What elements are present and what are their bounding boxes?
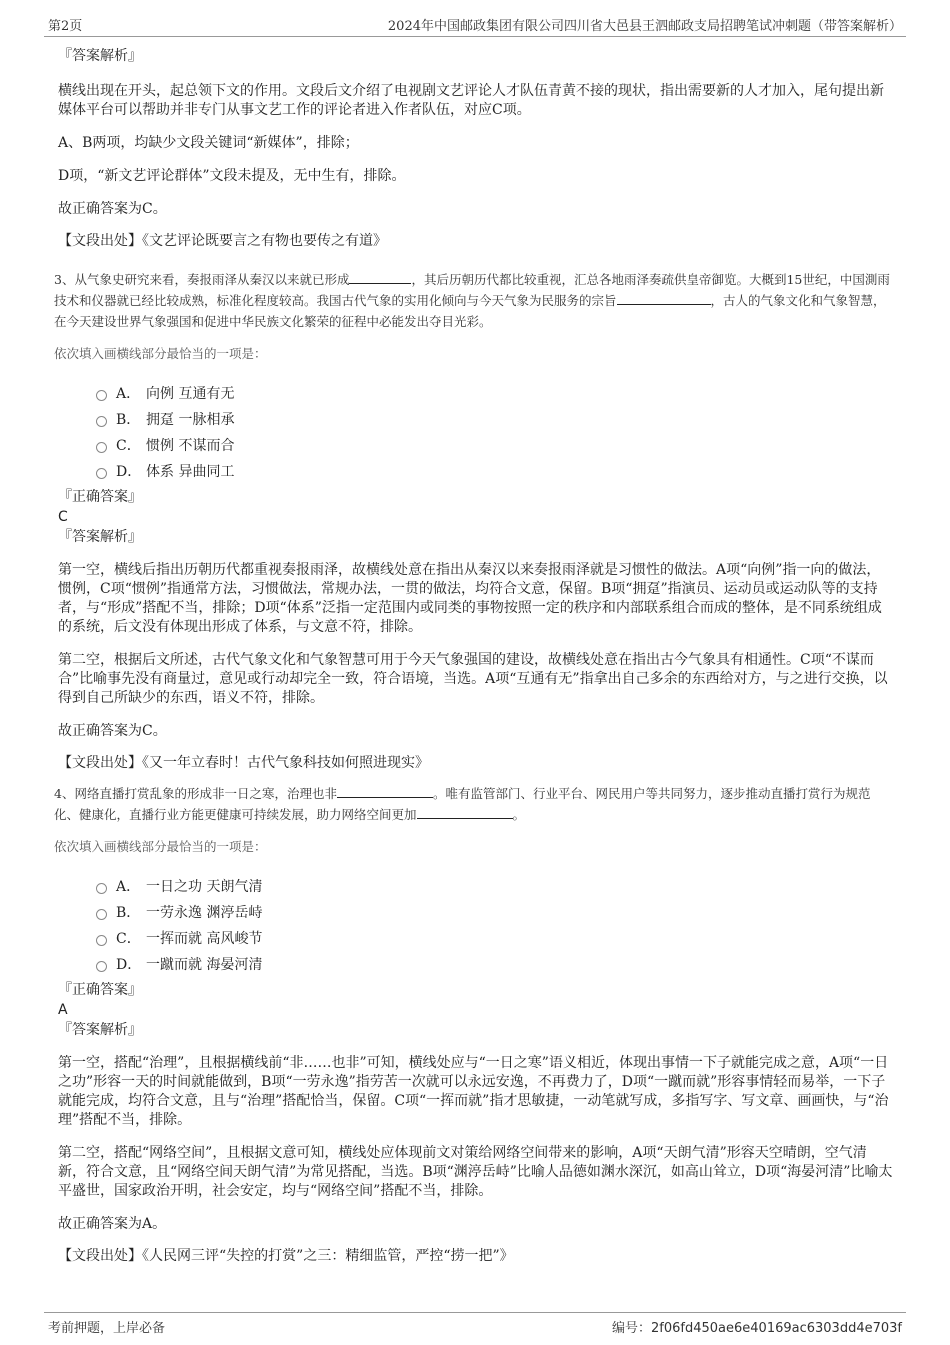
source-citation: 【文段出处】《人民网三评“失控的打赏”之三：精细监管，严控“捞一把”》 [58,1248,514,1264]
document-content [54,46,894,1266]
conclusion: 故正确答案为C。 [58,723,167,739]
question-3 [54,269,894,773]
correct-answer-label: 『正确答案』 [58,489,142,505]
analysis-paragraph: 第一空，横线后指出历朝历代都重视奏报雨泽，故横线处意在指出从秦汉以来奏报雨泽就是习惯性的做法。A项“向例”指一向的做法，惯例，C项“惯例”指通常方法，习惯做法，常规办法，一贯的做法，均符合文意，保留。B项“拥趸”指演员、运动员或运动队等的支持者，与“形成”搭配不当，排除；D项“体系”泛指一定范围内或同类的事物按照一定的秩序和内部联系组合而成的整体，是不同系统组成的系统，后文没有体现出形成了体系，与文意不符，排除。 [58,562,882,635]
document-title: 2024年中国邮政集团有限公司四川省大邑县王泗邮政支局招聘笔试冲刺题（带答案解析） [387,19,902,34]
analysis-paragraph: 第一空，搭配“治理”，且根据横线前“非……也非”可知，横线处应与“一日之寒”语义相近，体现出事情一下子就能完成之意，A项“一日之功”形容一天的时间就能做到，B项“一劳永逸”指劳苦一次就可以永远安逸，不再费力了，D项“一蹴而就”形容事情轻而易举，一下子就能完成，均符合文意，且与“治理”搭配恰当，保留。C项“一挥而就”指才思敏捷，一动笔就写成，多指写字、写文章、画画快，与“治理”搭配不当，排除。 [58,1055,889,1128]
radio-icon[interactable] [96,390,107,401]
source-citation: 【文段出处】《文艺评论既要言之有物也要传之有道》 [58,233,387,249]
correct-answer-label: 『正确答案』 [58,982,142,998]
option-b[interactable]: B． 拥趸 一脉相承 [96,407,894,433]
page-header [44,14,906,37]
option-list [96,381,894,485]
analysis-paragraph: 第二空，搭配“网络空间”，且根据文意可知，横线处应体现前文对策给网络空间带来的影响，A项“天朗气清”形容天空晴朗，空气清新，符合文意，且“网络空间天朗气清”为常见搭配，当选。B项“渊渟岳峙”比喻人品德如渊水深沉，如高山耸立，D项“海晏河清”比喻太平盛世，国家政治开明，社会安定，均与“网络空间”搭配不当，排除。 [58,1145,893,1199]
footer-slogan: 考前押题，上岸必备 [48,1321,166,1336]
option-d[interactable]: D． 一蹴而就 海晏河清 [96,952,894,978]
answer-blank [617,291,711,305]
question-4 [54,783,894,1266]
answer-blank [349,270,411,284]
radio-icon[interactable] [96,883,107,894]
answer-blank [417,805,513,819]
option-a[interactable]: A． 向例 互通有无 [96,381,894,407]
question-instruction: 依次填入画横线部分最恰当的一项是： [54,346,267,361]
conclusion: 故正确答案为C。 [58,201,167,217]
analysis-paragraph: 横线出现在开头，起总领下文的作用。文段后文介绍了电视剧文艺评论人才队伍青黄不接的现状，指出需要新的人才加入，尾句提出新媒体平台可以帮助并非专门从事文艺工作的评论者进入作者队伍，对应C项。 [58,83,884,118]
correct-answer: A [58,1002,68,1018]
radio-icon[interactable] [96,442,107,453]
page-footer [44,1312,906,1335]
analysis-paragraph: D项，“新文艺评论群体”文段未提及，无中生有，排除。 [58,168,406,184]
radio-icon[interactable] [96,468,107,479]
answer-blank [337,784,433,798]
question-instruction: 依次填入画横线部分最恰当的一项是： [54,839,267,854]
option-c[interactable]: C． 一挥而就 高风峻节 [96,926,894,952]
correct-answer: C [58,509,68,525]
conclusion: 故正确答案为A。 [58,1216,167,1232]
option-b[interactable]: B． 一劳永逸 渊渟岳峙 [96,900,894,926]
option-c[interactable]: C． 惯例 不谋而合 [96,433,894,459]
option-a[interactable]: A． 一日之功 天朗气清 [96,874,894,900]
radio-icon[interactable] [96,961,107,972]
radio-icon[interactable] [96,416,107,427]
analysis-label: 『答案解析』 [58,1022,142,1038]
option-d[interactable]: D． 体系 异曲同工 [96,459,894,485]
radio-icon[interactable] [96,935,107,946]
option-list [96,874,894,978]
analysis-paragraph: A、B两项，均缺少文段关键词“新媒体”，排除； [58,135,359,151]
analysis-paragraph: 第二空，根据后文所述，古代气象文化和气象智慧可用于今天气象强国的建设，故横线处意在指出古今气象具有相通性。C项“不谋而合”比喻事先没有商量过，意见或行动却完全一致，符合语境，当选。A项“互通有无”指拿出自己多余的东西给对方，与之进行交换，以得到自己所缺少的东西，语义不符，排除。 [58,652,888,706]
question-stem: 4、网络直播打赏乱象的形成非一日之寒，治理也非 。唯有监管部门、行业平台、网民用户等共同努力，逐步推动直播打赏行为规范化、健康化，直播行业方能更健康可持续发展，助力网络空间更加 。 [54,786,871,822]
analysis-label: 『答案解析』 [58,529,142,545]
analysis-label: 『答案解析』 [58,48,142,64]
question-stem: 3、从气象史研究来看，奏报雨泽从秦汉以来就已形成 ，其后历朝历代都比较重视，汇总各地雨泽奏疏供皇帝御览。大概到15世纪，中国測雨技术和仪器就已经比较成熟，标准化程度较高。我国古代气象的实用化倾向与今天气象为民服务的宗旨 ，古人的气象文化和气象智慧，在今天建设世界气象强国和促进中华民族文化繁荣的征程中必能发出夺目光彩。 [54,272,890,329]
source-citation: 【文段出处】《又一年立春时！古代气象科技如何照进现实》 [58,755,429,771]
radio-icon[interactable] [96,909,107,920]
document-id: 编号：2f06fd450ae6e40169ac6303dd4e703f [612,1321,902,1336]
page-number: 第2页 [48,19,83,34]
